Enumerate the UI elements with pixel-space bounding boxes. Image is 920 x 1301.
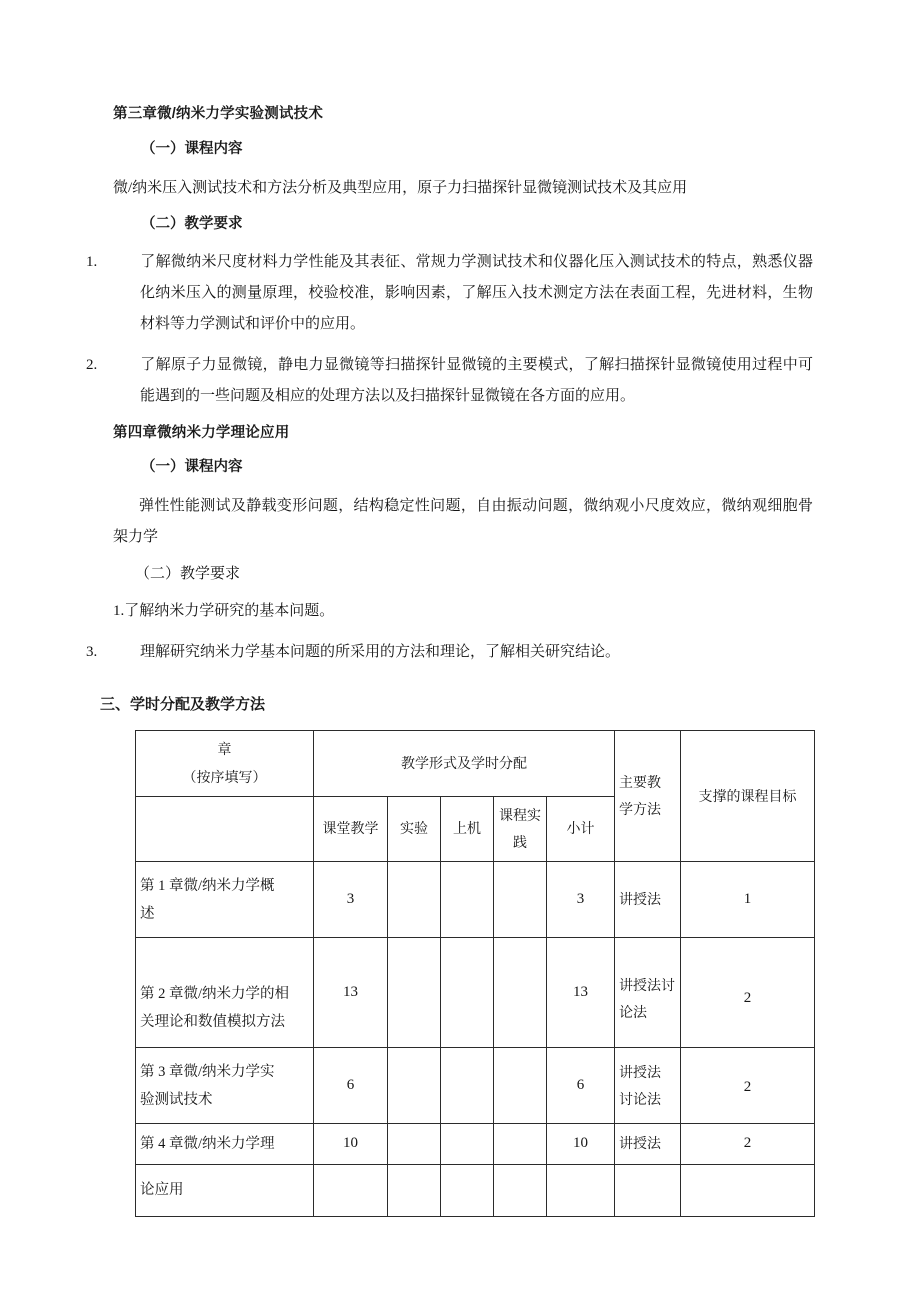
row-classroom-cell (314, 938, 388, 1048)
header-blank-cell (136, 796, 314, 862)
chapter4-section2-label: （二）教学要求 (135, 566, 241, 583)
row-practice-cell (494, 862, 547, 938)
row-chapter-line2: 述 (140, 905, 155, 922)
header-subtotal-label: 小计 (566, 820, 595, 837)
row-practice-value (494, 1081, 546, 1091)
row-chapter-line2: 关理论和数值模拟方法 (140, 1014, 285, 1031)
row-computer-value (441, 895, 493, 905)
row-objectives-value: 2 (743, 989, 752, 1006)
row-computer-value (441, 988, 493, 998)
table-row (136, 1124, 815, 1164)
row-practice-value (494, 1139, 546, 1149)
row-computer-cell (441, 862, 494, 938)
row-computer-cell (441, 1164, 494, 1216)
chapter4-item-1-text: 了解纳米力学研究的基本问题。 (124, 602, 335, 619)
row-classroom-cell (314, 862, 388, 938)
row-computer-cell (441, 1124, 494, 1164)
row-chapter-cell (136, 1048, 314, 1124)
header-computer-cell (441, 796, 494, 862)
row-classroom-cell (314, 1124, 388, 1164)
section3-title: 三、学时分配及教学方法 (100, 695, 266, 713)
row-subtotal-cell (547, 1164, 615, 1216)
chapter3-item-1-text: 了解微纳米尺度材料力学性能及其表征、常规力学测试技术和仪器化压入测试技术的特点，熟悉仪器化纳米压入的测量原理，校验校准，影响因素，了解压入技术测定方法在表面工程，先进材料，生物材料等力学测试和评价中的应用。 (140, 254, 813, 333)
row-chapter-cell (136, 862, 314, 938)
row-classroom-value: 6 (346, 1077, 355, 1094)
row-chapter-line2: 验测试技术 (140, 1091, 213, 1108)
chapter3-section1-label: （一）课程内容 (141, 140, 243, 157)
header-practice-cell (494, 796, 547, 862)
chapter3-title: 第三章微/纳米力学实验测试技术 (113, 106, 324, 122)
chapter3-item-2-text: 了解原子力显微镜，静电力显微镜等扫描探针显微镜的主要模式，了解扫描探针显微镜使用过程中可能遇到的一些问题及相应的处理方法以及扫描探针显微镜在各方面的应用。 (140, 357, 813, 405)
row-chapter-cell (136, 1164, 314, 1216)
header-experiment-label: 实验 (400, 820, 428, 837)
row-objectives-cell (681, 862, 815, 938)
row-method-line1: 讲授法 (619, 1135, 662, 1152)
table-row (136, 862, 815, 938)
table-row (136, 938, 815, 1048)
header-computer-label: 上机 (453, 820, 481, 837)
row-computer-value (441, 1185, 493, 1195)
row-classroom-value (314, 1185, 387, 1195)
chapter3-item-2 (86, 350, 813, 412)
row-objectives-cell (681, 1124, 815, 1164)
header-chapter-line1: 章 (217, 741, 232, 758)
row-chapter-line1: 论应用 (140, 1182, 184, 1199)
row-objectives-value: 2 (743, 1135, 752, 1152)
document-content (86, 104, 813, 1217)
chapter4-section1-label: （一）课程内容 (141, 459, 243, 476)
row-objectives-cell (681, 1048, 815, 1124)
header-teaching-form-group-label: 教学形式及学时分配 (401, 754, 528, 771)
row-practice-value (494, 1185, 546, 1195)
table-row (136, 1164, 815, 1216)
row-method-cell (615, 1124, 681, 1164)
header-method-line2: 学方法 (619, 801, 662, 818)
chapter3-item-2-number: 2. (86, 357, 98, 374)
header-practice-line1: 课程实 (499, 806, 541, 823)
row-practice-cell (494, 938, 547, 1048)
row-experiment-value (388, 895, 440, 905)
row-subtotal-cell (547, 862, 615, 938)
row-method-line2: 论法 (619, 1004, 648, 1021)
row-subtotal-value: 13 (573, 984, 589, 1001)
row-classroom-cell (314, 1048, 388, 1124)
row-subtotal-cell (547, 1124, 615, 1164)
row-experiment-value (388, 1139, 440, 1149)
row-subtotal-cell (547, 938, 615, 1048)
chapter4-section1-body: 弹性性能测试及静载变形问题，结构稳定性问题，自由振动问题，微纳观小尺度效应，微纳观细胞骨架力学 (113, 498, 813, 546)
header-objectives-cell (681, 731, 815, 862)
header-subtotal-cell (547, 796, 615, 862)
row-method-cell (615, 1164, 681, 1216)
row-method-line2: 讨论法 (619, 1090, 662, 1107)
table-row (136, 1048, 815, 1124)
row-computer-value (441, 1139, 493, 1149)
row-objectives-value: 2 (743, 1078, 752, 1095)
hours-table-wrapper (135, 730, 813, 1216)
chapter3-section1-body: 微/纳米压入测试技术和方法分析及典型应用，原子力扫描探针显微镜测试技术及其应用 (113, 179, 688, 196)
row-method-cell (615, 1048, 681, 1124)
row-subtotal-value (547, 1185, 614, 1195)
row-experiment-cell (388, 1048, 441, 1124)
row-objectives-value (681, 1185, 814, 1195)
row-practice-cell (494, 1048, 547, 1124)
header-objectives-label: 支撑的课程目标 (698, 787, 797, 804)
row-subtotal-value: 10 (573, 1135, 589, 1152)
row-chapter-line1: 第 1 章微/纳米力学概 (140, 877, 275, 894)
row-chapter-line1: 第 4 章微/纳米力学理 (140, 1135, 275, 1152)
row-classroom-value: 3 (346, 891, 355, 908)
hours-table (135, 730, 815, 1216)
chapter3-section2-label: （二）教学要求 (141, 215, 243, 232)
row-subtotal-cell (547, 1048, 615, 1124)
row-subtotal-value: 3 (576, 891, 585, 908)
row-experiment-value (388, 988, 440, 998)
row-chapter-cell (136, 1124, 314, 1164)
row-experiment-value (388, 1081, 440, 1091)
chapter4-item-2-text: 理解研究纳米力学基本问题的所采用的方法和理论，了解相关研究结论。 (140, 643, 621, 660)
chapter4-item-2-number: 3. (86, 643, 98, 660)
chapter4-item-1-number: 1. (113, 602, 125, 619)
row-classroom-cell (314, 1164, 388, 1216)
chapter4-title: 第四章微纳米力学理论应用 (113, 424, 290, 441)
row-method-cell (615, 938, 681, 1048)
row-experiment-cell (388, 1124, 441, 1164)
row-classroom-value: 10 (343, 1135, 358, 1152)
row-method-line1: 讲授法讨 (619, 977, 676, 994)
header-practice-line2: 践 (513, 834, 527, 851)
header-method-line1: 主要教 (619, 774, 662, 791)
row-method-line1: 讲授法 (619, 891, 662, 908)
header-chapter-line2: （按序填写） (182, 768, 267, 785)
row-practice-value (494, 988, 546, 998)
row-computer-cell (441, 1048, 494, 1124)
row-method-line1: 讲授法 (619, 1063, 662, 1080)
row-computer-cell (441, 938, 494, 1048)
row-chapter-cell (136, 938, 314, 1048)
row-computer-value (441, 1081, 493, 1091)
header-classroom-cell (314, 796, 388, 862)
row-experiment-value (388, 1185, 440, 1195)
row-practice-value (494, 895, 546, 905)
row-objectives-cell (681, 938, 815, 1048)
table-header-row-1 (136, 731, 815, 797)
chapter4-item-2 (86, 637, 813, 668)
row-subtotal-value: 6 (576, 1077, 585, 1094)
header-experiment-cell (388, 796, 441, 862)
row-experiment-cell (388, 862, 441, 938)
row-objectives-cell (681, 1164, 815, 1216)
header-method-cell (615, 731, 681, 862)
row-method-cell (615, 862, 681, 938)
row-experiment-cell (388, 938, 441, 1048)
row-chapter-line1: 第 2 章微/纳米力学的相 (140, 986, 290, 1003)
header-chapter-cell (136, 731, 314, 797)
row-method-line1 (615, 1185, 680, 1195)
row-practice-cell (494, 1124, 547, 1164)
header-teaching-form-group (314, 731, 615, 797)
chapter3-item-1-number: 1. (86, 254, 98, 271)
row-chapter-line1: 第 3 章微/纳米力学实 (140, 1063, 275, 1080)
row-objectives-value: 1 (743, 891, 752, 908)
chapter4-item-1 (113, 596, 813, 627)
chapter3-item-1 (86, 247, 813, 340)
row-experiment-cell (388, 1164, 441, 1216)
row-classroom-value: 13 (343, 984, 358, 1001)
header-classroom-label: 课堂教学 (322, 820, 379, 837)
row-practice-cell (494, 1164, 547, 1216)
